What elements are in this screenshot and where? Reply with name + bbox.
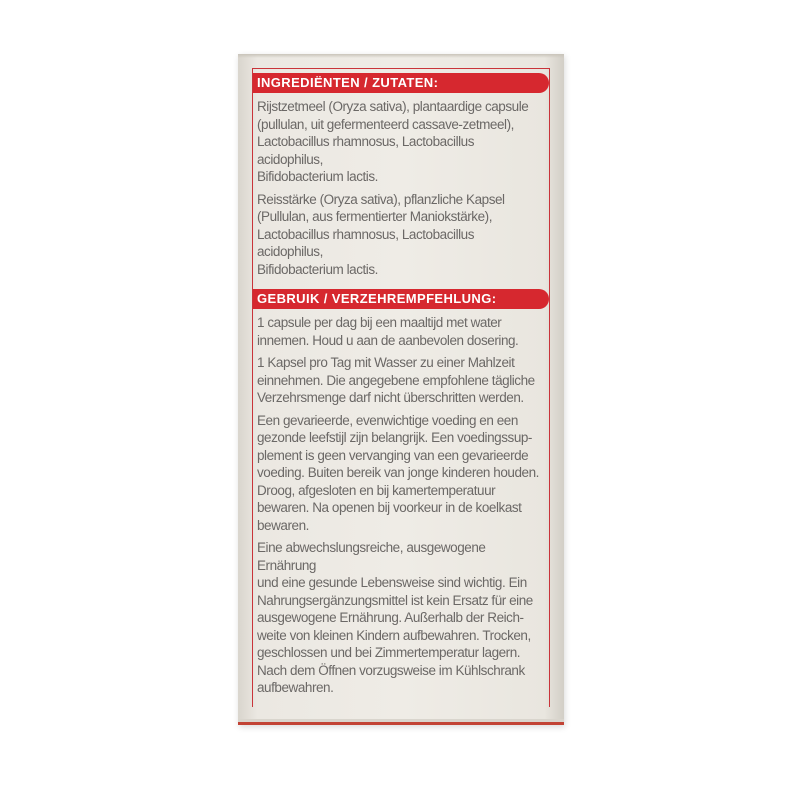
info-panel: [252, 68, 550, 707]
usage-de-dose: 1 Kapsel pro Tag mit Wasser zu einer Mahlzeit einnehmen. Die angegebene empfohlene tägliche Verzehrsmenge darf nicht überschritten werden.: [257, 355, 535, 405]
usage-heading: GEBRUIK / VERZEHREMPFEHLUNG:: [253, 289, 549, 309]
usage-nl-dose: 1 capsule per dag bij een maaltijd met water innemen. Houd u aan de aanbevolen dosering.: [257, 315, 519, 348]
box-bottom-edge: [238, 719, 564, 725]
ingredients-heading: INGREDIËNTEN / ZUTATEN:: [253, 73, 549, 93]
ingredients-nl: Rijstzetmeel (Oryza sativa), plantaardige capsule (pullulan, uit gefermenteerd cassave-zetmeel), Lactobacillus rhamnosus, Lactobacillus acidophilus, Bifidobacterium lactis.: [257, 99, 529, 184]
usage-nl-warning: Een gevarieerde, evenwichtige voeding en een gezonde leefstijl zijn belangrijk. Een voedingssup- plement is geen vervanging van een gevarieerde voeding. Buiten bereik van jonge kinderen houden. Droog, afgesloten en bij kamertemperatuur bewaren. Na openen bij voorkeur in de koelkast bewaren.: [257, 412, 539, 533]
box-top-edge: [238, 54, 564, 58]
usage-de-warning: Eine abwechslungsreiche, ausgewogene Ernährung und eine gesunde Lebensweise sind wichtig. Ein Nahrungsergänzungsmittel ist kein Ersatz für eine ausgewogene Ernährung. Außerhalb der Reich- weite von kleinen Kindern aufbewahren. Trocken, geschlossen und bei Zimmertemperatur lagern. Nach dem Öffnen vorzugsweise im Kühlschrank aufbewahren.: [257, 540, 533, 695]
ingredients-de: Reisstärke (Oryza sativa), pflanzliche Kapsel (Pullulan, aus fermentierter Maniokstärke), Lactobacillus rhamnosus, Lactobacillus acidophilus, Bifidobacterium lactis.: [257, 191, 505, 277]
product-box-side: [238, 54, 564, 725]
